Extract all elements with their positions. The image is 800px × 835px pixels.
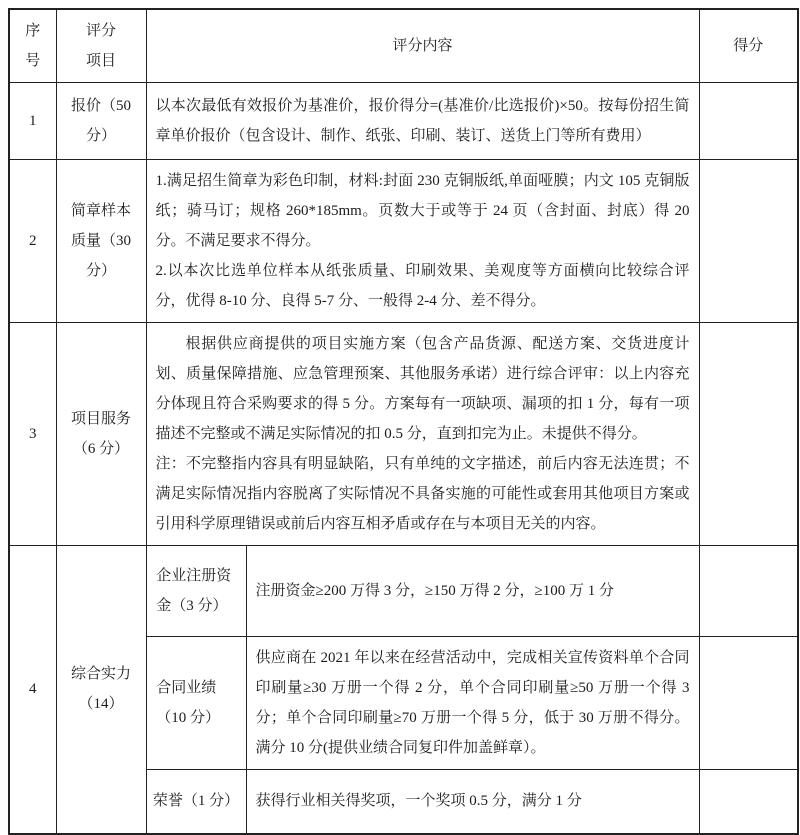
- row3-item: 项目服务（6 分）: [56, 323, 146, 546]
- row1-content: [146, 83, 699, 160]
- row3-score-cell: [699, 323, 798, 546]
- row4c-score-cell: [699, 770, 798, 834]
- header-item: 评分项目: [56, 9, 146, 83]
- row1-paragraph: 以本次最低有效报价为基准价，报价得分=(基准价/比选报价)×50。按每份招生简章单价报价（包含设计、制作、纸张、印刷、装订、送货上门等所有费用）: [155, 98, 690, 144]
- row4a-paragraph: 注册资金≥200 万得 3 分，≥150 万得 2 分，≥100 万 1 分: [255, 583, 614, 599]
- row1-seq: 1: [9, 83, 56, 160]
- row2-seq: 2: [9, 160, 56, 323]
- table-row-4a: [9, 546, 798, 637]
- row2-paragraph-2: 2.以本次比选单位样本从纸张质量、印刷效果、美观度等方面横向比较综合评分，优得 8-10 分、良得 5-7 分、一般得 2-4 分、差不得分。: [155, 263, 690, 309]
- row4b-subitem-name: 合同业绩（10 分）: [146, 637, 246, 770]
- row2-score-cell: [699, 160, 798, 323]
- row1-score-cell: [699, 83, 798, 160]
- row3-seq: 3: [9, 323, 56, 546]
- row4b-content: [246, 637, 699, 770]
- row4a-subitem-name: 企业注册资金（3 分）: [146, 546, 246, 637]
- row1-item: 报价（50 分）: [56, 83, 146, 160]
- row4a-score-cell: [699, 546, 798, 637]
- table-row-2: [9, 160, 798, 323]
- header-score: 得分: [699, 9, 798, 83]
- table-header-row: [9, 9, 798, 83]
- row4b-score-cell: [699, 637, 798, 770]
- row4a-content: [246, 546, 699, 637]
- row3-paragraph-2: 注：不完整指内容具有明显缺陷，只有单纯的文字描述，前后内容无法连贯；不满足实际情况指内容脱离了实际情况不具备实施的可能性或套用其他项目方案或引用科学原理错误或前后内容互相矛盾或存在与本项目无关的内容。: [155, 456, 690, 532]
- scoring-table: [8, 8, 799, 835]
- row4c-content: [246, 770, 699, 834]
- header-seq: 序号: [9, 9, 56, 83]
- row4c-subitem-name: 荣誉（1 分）: [146, 770, 246, 834]
- row2-item: 简章样本质量（30 分）: [56, 160, 146, 323]
- row3-paragraph-1: 根据供应商提供的项目实施方案（包含产品货源、配送方案、交货进度计划、质量保障措施、应急管理预案、其他服务承诺）进行综合评审：以上内容充分体现且符合采购要求的得 5 分。方案每有一项缺项、漏项的扣 1 分，每有一项描述不完整或不满足实际情况的扣 0.5 分，直到扣完为止。未提供不得分。: [155, 336, 690, 442]
- row2-paragraph-1: 1.满足招生简章为彩色印制，材料:封面 230 克铜版纸,单面哑膜；内文 105 克铜版纸；骑马订；规格 260*185mm。页数大于或等于 24 页（含封面、封底）得 20 分。不满足要求不得分。: [155, 173, 690, 249]
- row4c-paragraph: 获得行业相关得奖项，一个奖项 0.5 分，满分 1 分: [255, 793, 582, 810]
- header-content: 评分内容: [146, 9, 699, 83]
- row4-seq: 4: [9, 546, 56, 834]
- row4-item: 综合实力（14）: [56, 546, 146, 834]
- table-row-3: [9, 323, 798, 546]
- table-row-1: [9, 83, 798, 160]
- row4b-paragraph: 供应商在 2021 年以来在经营活动中，完成相关宣传资料单个合同印刷量≥30 万册一个得 2 分，单个合同印刷量≥50 万册一个得 3 分；单个合同印刷量≥70 万册一个得 5 分，低于 30 万册不得分。满分 10 分(提供业绩合同复印件加盖鲜章）。: [255, 650, 690, 756]
- row3-content: [146, 323, 699, 546]
- row2-content: [146, 160, 699, 323]
